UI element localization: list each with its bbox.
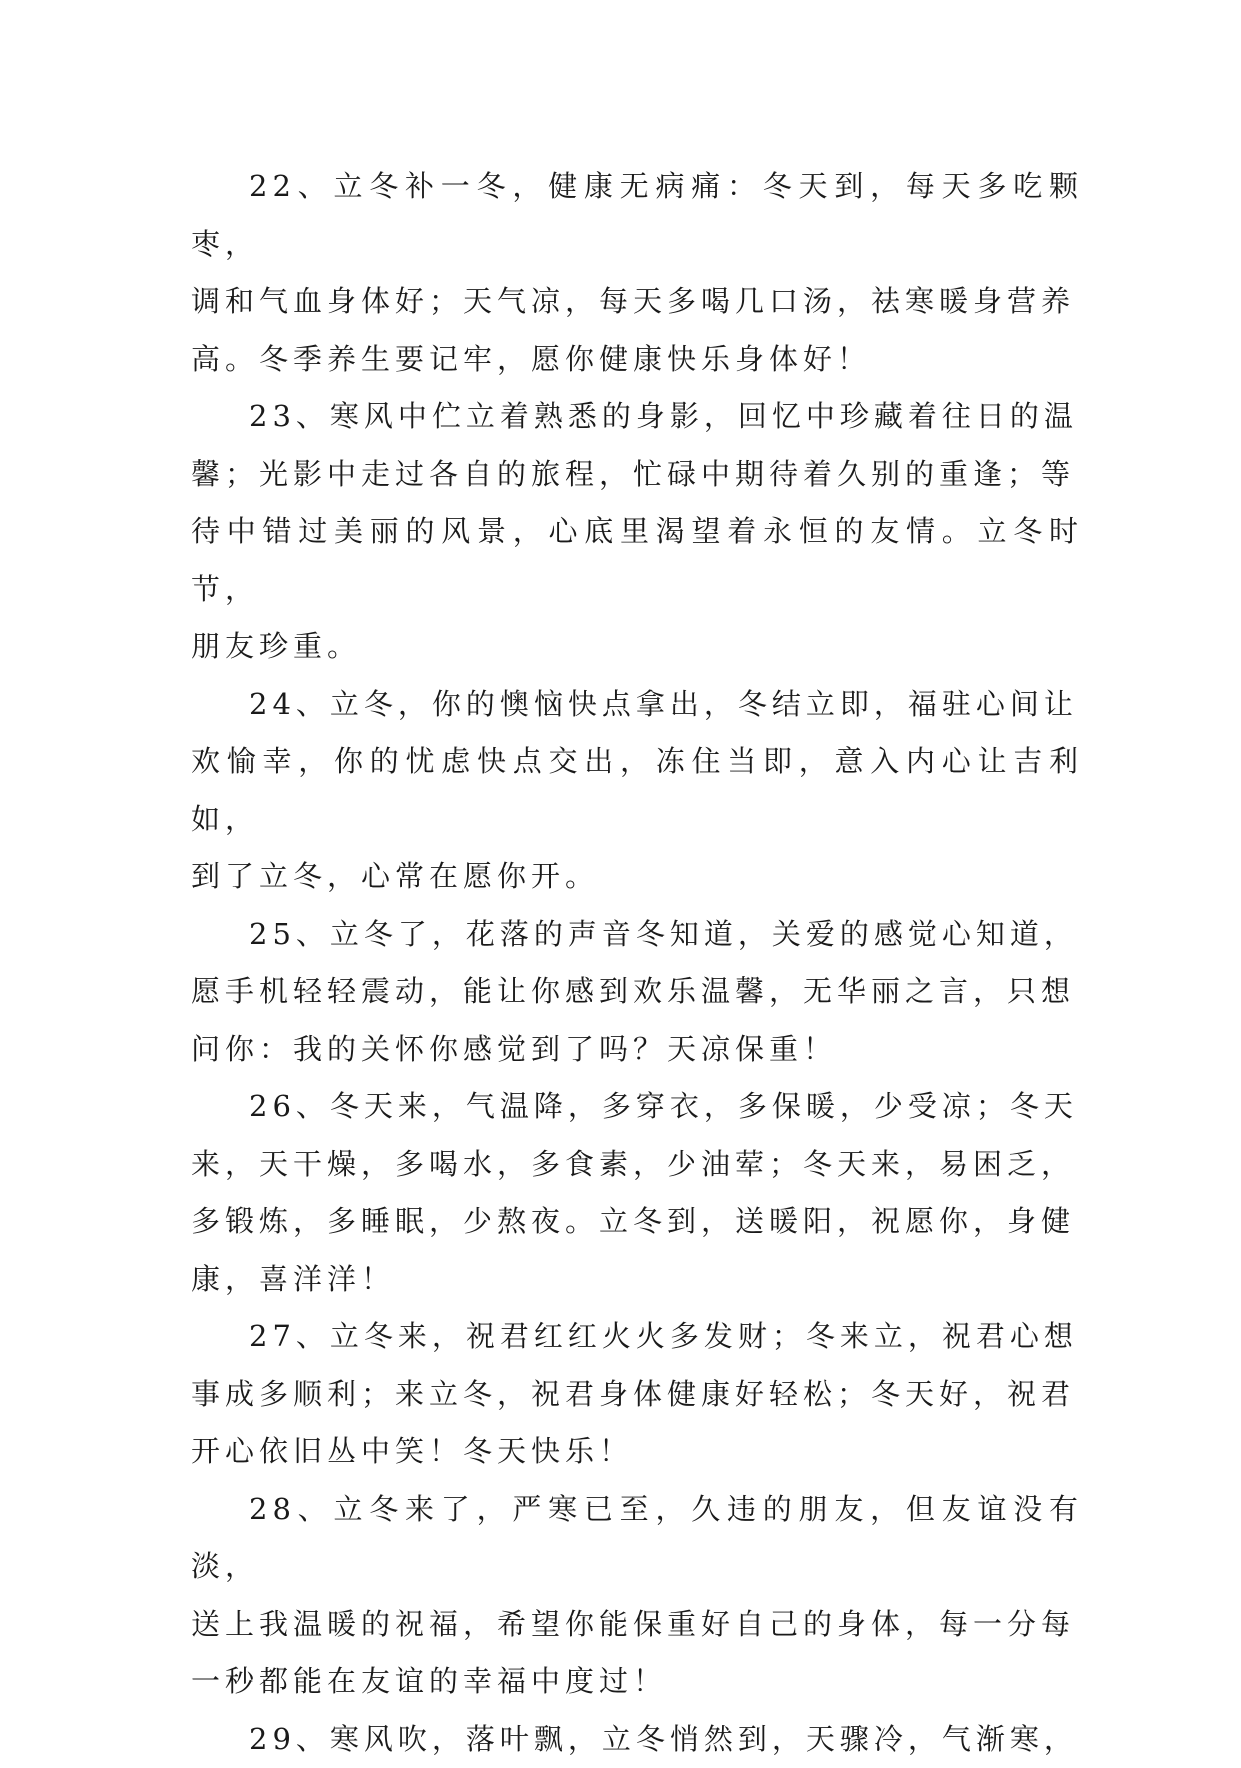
paragraph-25: 25、立冬了，花落的声音冬知道，关爱的感觉心知道， 愿手机轻轻震动，能让你感到欢乐温馨，无华丽之言，只想 问你：我的关怀你感觉到了吗？天凉保重！: [191, 906, 1083, 1079]
paragraph-27: 27、立冬来，祝君红红火火多发财；冬来立，祝君心想 事成多顺利；来立冬，祝君身体健康好轻松；冬天好，祝君 开心依旧丛中笑！冬天快乐！: [191, 1308, 1083, 1481]
paragraph-24: 24、立冬，你的懊恼快点拿出，冬结立即，福驻心间让 欢愉幸，你的忧虑快点交出，冻住当即，意入内心让吉利如， 到了立冬，心常在愿你开。: [191, 676, 1083, 906]
paragraph-22: 22、立冬补一冬，健康无病痛：冬天到，每天多吃颗枣， 调和气血身体好；天气凉，每天多喝几口汤，祛寒暖身营养 高。冬季养生要记牢，愿你健康快乐身体好！: [191, 158, 1083, 388]
paragraph-23: 23、寒风中伫立着熟悉的身影，回忆中珍藏着往日的温 馨；光影中走过各自的旅程，忙碌中期待着久别的重逢；等 待中错过美丽的风景，心底里渴望着永恒的友情。立冬时节， 朋友珍重。: [191, 388, 1083, 676]
document-body: [191, 158, 1083, 1768]
paragraph-26: 26、冬天来，气温降，多穿衣，多保暖，少受凉；冬天 来，天干燥，多喝水，多食素，少油荤；冬天来，易困乏， 多锻炼，多睡眠，少熬夜。立冬到，送暖阳，祝愿你，身健 康，喜洋洋！: [191, 1078, 1083, 1308]
paragraph-28: 28、立冬来了，严寒已至，久违的朋友，但友谊没有淡， 送上我温暖的祝福，希望你能保重好自己的身体，每一分每 一秒都能在友谊的幸福中度过！: [191, 1481, 1083, 1711]
paragraph-29: 29、寒风吹，落叶飘，立冬悄然到，天骤冷，气渐寒，: [191, 1711, 1083, 1768]
